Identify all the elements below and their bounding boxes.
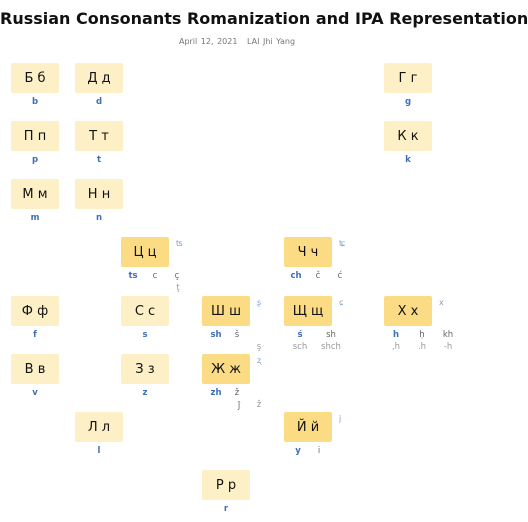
alt-romanization-label: shch (321, 342, 341, 352)
letter-box[interactable]: К к (384, 121, 432, 151)
letter-box[interactable]: Л л (75, 412, 123, 442)
ipa-label: ʂ (257, 298, 262, 307)
ipa-label: x (439, 298, 444, 307)
letter-box[interactable]: Ш ш (202, 296, 250, 326)
romanization-label: š (234, 330, 240, 340)
letter-box[interactable]: С с (121, 296, 169, 326)
romanization-label: ḥ (419, 330, 425, 340)
letter-box[interactable]: Д д (75, 63, 123, 93)
letter-box[interactable]: Х х (384, 296, 432, 326)
letter-box[interactable]: Ж ж (202, 354, 250, 384)
romanization-label: n (95, 213, 103, 223)
letter-box[interactable]: З з (121, 354, 169, 384)
romanization-label: ts (128, 271, 138, 281)
romanization-label: ś (297, 330, 303, 340)
byline (0, 37, 474, 46)
letter-box[interactable]: П п (11, 121, 59, 151)
romanization-label: sh (210, 330, 222, 340)
alt-romanization-label: ş (256, 342, 262, 352)
romanization-label: b (31, 97, 39, 107)
romanization-label: ç (174, 271, 180, 281)
letter-box[interactable]: Й й (284, 412, 332, 442)
romanization-label: č (315, 271, 321, 281)
alt-romanization-label: ẑ (256, 400, 262, 410)
ipa-label: ʦ (176, 239, 183, 248)
date-label: April 12, 2021 (178, 37, 238, 46)
romanization-label: v (32, 388, 38, 398)
letter-box[interactable]: Б б (11, 63, 59, 93)
romanization-label: k (405, 155, 411, 165)
romanization-label: i (317, 446, 321, 456)
letter-box[interactable]: Г г (384, 63, 432, 93)
ipa-label: j (339, 414, 342, 423)
romanization-label: h (392, 330, 400, 340)
romanization-label: zh (210, 388, 222, 398)
romanization-label: kh (442, 330, 454, 340)
letter-box[interactable]: Т т (75, 121, 123, 151)
ipa-label: ʨ (339, 239, 346, 248)
page-title: Russian Consonants Romanization and IPA Representation (0, 9, 528, 28)
alt-romanization-label: ĵ (237, 401, 241, 411)
letter-box[interactable]: Щ щ (284, 296, 332, 326)
romanization-label: sh (326, 330, 336, 340)
romanization-label: f (33, 330, 37, 340)
alt-romanization-label: ,h (391, 342, 401, 352)
romanization-label: ch (290, 271, 302, 281)
alt-romanization-label: sch (292, 342, 308, 352)
alt-romanization-label: -h (443, 342, 453, 352)
ipa-label: ɕ (339, 298, 344, 307)
letter-box[interactable]: Ц ц (121, 237, 169, 267)
alt-romanization-label: .h (417, 342, 427, 352)
romanization-label: ž (234, 388, 240, 398)
romanization-label: m (30, 213, 40, 223)
alt-romanization-label: ţ (176, 283, 180, 293)
romanization-label: g (404, 97, 412, 107)
author-label: LAI Jhi Yang (246, 37, 296, 46)
letter-box[interactable]: Ч ч (284, 237, 332, 267)
romanization-label: p (31, 155, 39, 165)
romanization-label: c (152, 271, 158, 281)
letter-box[interactable]: М м (11, 179, 59, 209)
ipa-label: ʐ (257, 356, 262, 365)
romanization-label: ć (337, 271, 343, 281)
letter-box[interactable]: Р р (202, 470, 250, 500)
romanization-label: l (97, 446, 101, 456)
romanization-label: s (142, 330, 148, 340)
romanization-label: z (142, 388, 148, 398)
romanization-label: y (295, 446, 301, 456)
letter-box[interactable]: В в (11, 354, 59, 384)
letter-box[interactable]: Ф ф (11, 296, 59, 326)
romanization-label: t (96, 155, 102, 165)
letter-box[interactable]: Н н (75, 179, 123, 209)
romanization-label: r (223, 504, 229, 514)
romanization-label: d (95, 97, 103, 107)
